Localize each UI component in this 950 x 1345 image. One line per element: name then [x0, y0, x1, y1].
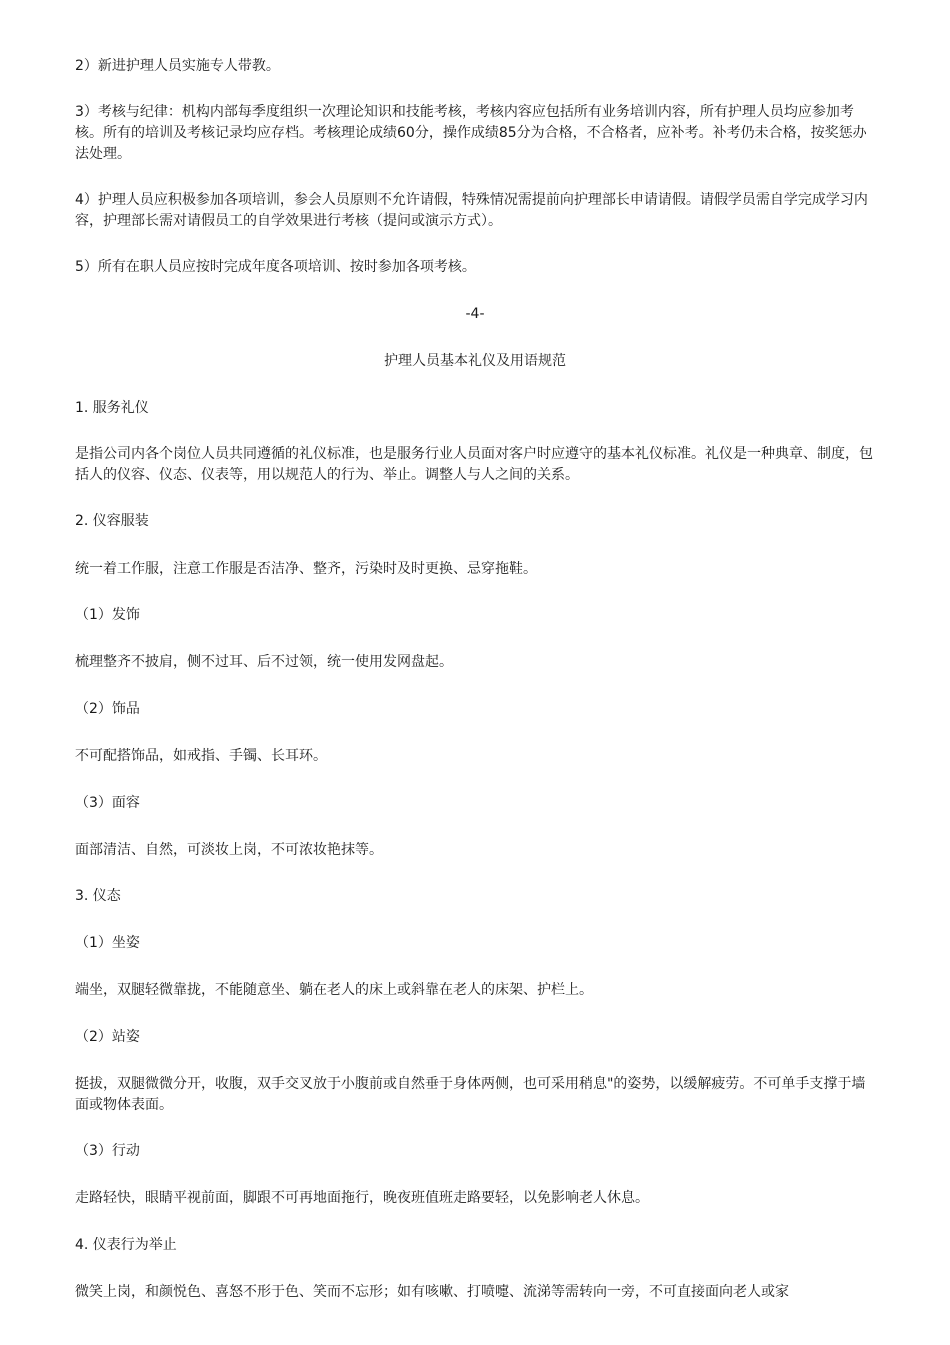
- subheading-sitting: （1）坐姿: [75, 935, 140, 951]
- heading-service-etiquette: 1. 服务礼仪: [75, 400, 149, 416]
- heading-demeanor: 4. 仪表行为举止: [75, 1237, 177, 1253]
- paragraph-appearance-clothing: 统一着工作服，注意工作服是否洁净、整齐，污染时及时更换、忌穿拖鞋。: [75, 561, 537, 577]
- subheading-standing: （2）站姿: [75, 1029, 140, 1045]
- paragraph-service-etiquette: 是指公司内各个岗位人员共同遵循的礼仪标准，也是服务行业人员面对客户时应遵守的基本礼仪标准。礼仪是一种典章、制度，包括人的仪容、仪态、仪表等，用以规范人的行为、举止。调整人与人之间的关系。: [75, 446, 873, 483]
- paragraph-hair: 梳理整齐不披肩，侧不过耳、后不过领，统一使用发网盘起。: [75, 654, 453, 670]
- paragraph-walking: 走路轻快，眼睛平视前面，脚跟不可再地面拖行，晚夜班值班走路要轻，以免影响老人休息。: [75, 1190, 649, 1206]
- training-item-2: 2）新进护理人员实施专人带教。: [75, 58, 280, 74]
- heading-appearance-clothing: 2. 仪容服装: [75, 513, 149, 529]
- paragraph-standing: 挺拔，双腿微微分开，收腹，双手交叉放于小腹前或自然垂于身体两侧，也可采用稍息"的姿势，以缓解疲劳。不可单手支撑于墙面或物体表面。: [75, 1076, 866, 1113]
- page-number: -4-: [465, 306, 485, 322]
- subheading-walking: （3）行动: [75, 1143, 140, 1159]
- training-item-3: 3）考核与纪律：机构内部每季度组织一次理论知识和技能考核，考核内容应包括所有业务培训内容，所有护理人员均应参加考核。所有的培训及考核记录均应存档。考核理论成绩60分，操作成绩85分为合格，不合格者，应补考。补考仍未合格，按奖惩办法处理。: [75, 104, 867, 162]
- training-item-5: 5）所有在职人员应按时完成年度各项培训、按时参加各项考核。: [75, 259, 476, 275]
- subheading-accessories: （2）饰品: [75, 701, 140, 717]
- subheading-hair: （1）发饰: [75, 607, 140, 623]
- paragraph-demeanor: 微笑上岗，和颜悦色、喜怒不形于色、笑而不忘形；如有咳嗽、打喷嚏、流涕等需转向一旁，不可直接面向老人或家: [75, 1284, 789, 1300]
- paragraph-sitting: 端坐，双腿轻微靠拢，不能随意坐、躺在老人的床上或斜靠在老人的床架、护栏上。: [75, 982, 593, 998]
- subheading-face: （3）面容: [75, 795, 140, 811]
- heading-posture: 3. 仪态: [75, 888, 121, 904]
- section-title: 护理人员基本礼仪及用语规范: [384, 353, 566, 369]
- paragraph-face: 面部清洁、自然，可淡妆上岗，不可浓妆艳抹等。: [75, 842, 383, 858]
- paragraph-accessories: 不可配搭饰品，如戒指、手镯、长耳环。: [75, 748, 327, 764]
- training-item-4: 4）护理人员应积极参加各项培训，参会人员原则不允许请假，特殊情况需提前向护理部长申请请假。请假学员需自学完成学习内容，护理部长需对请假员工的自学效果进行考核（提问或演示方式）。: [75, 192, 868, 229]
